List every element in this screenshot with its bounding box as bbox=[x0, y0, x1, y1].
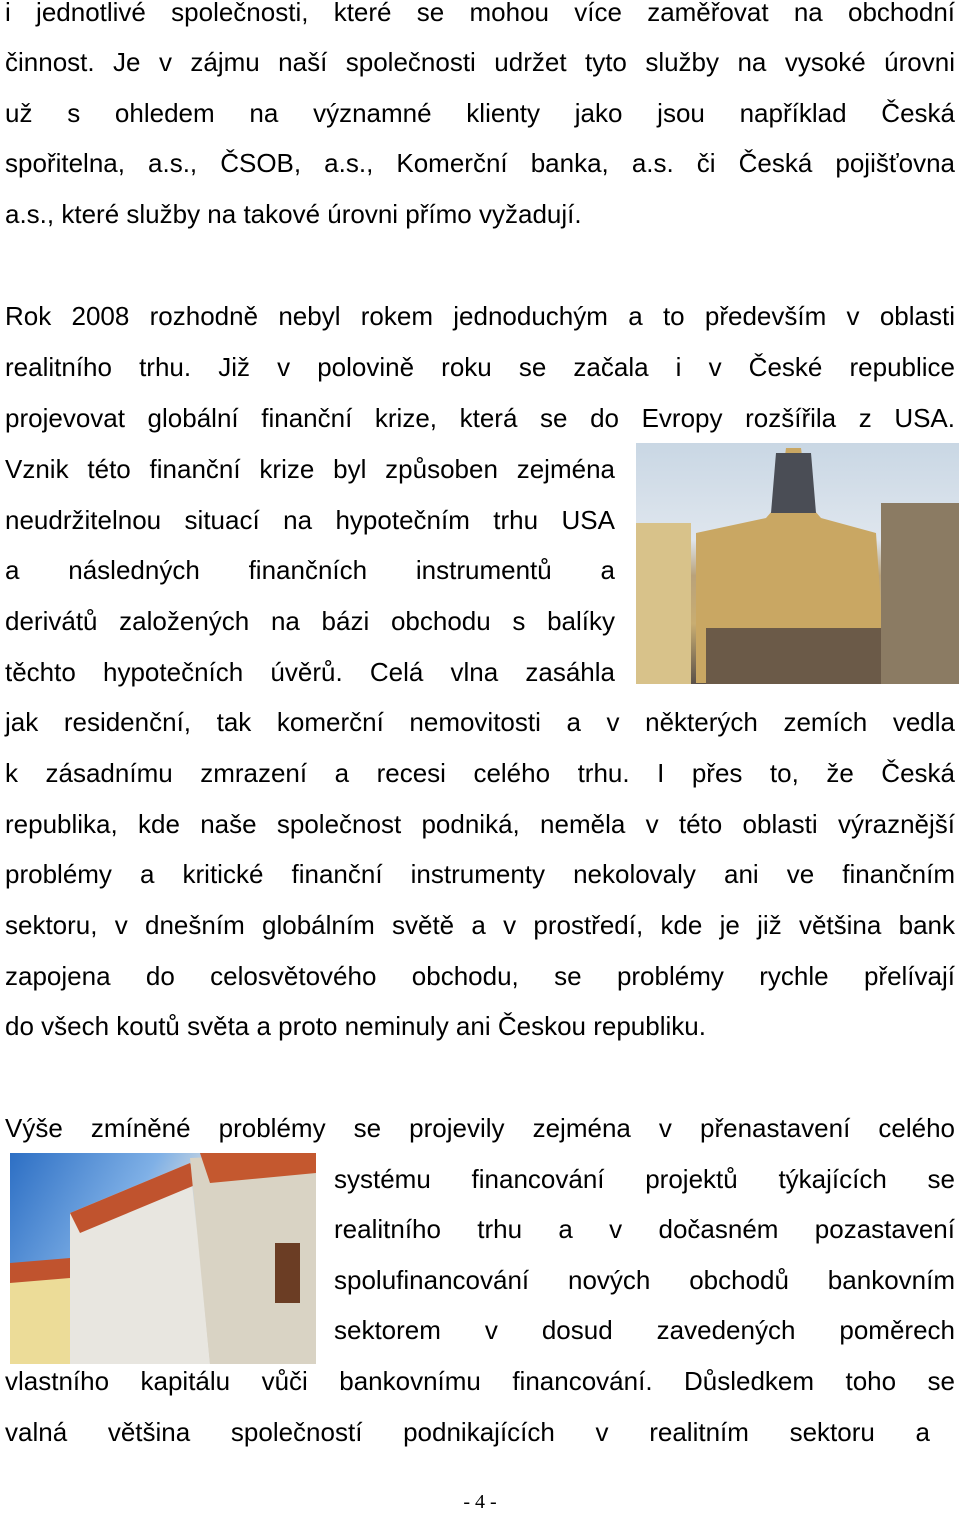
text-line: k zásadnímu zmrazení a recesi celého trhu. I přes to, že Česká bbox=[5, 758, 955, 788]
text-line: republika, kde naše společnost podniká, neměla v této oblasti výraznější bbox=[5, 809, 955, 839]
text-line: valná většina společností podnikajících v realitním sektoru a bbox=[5, 1417, 930, 1447]
text-line: sektoru, v dnešním globálním světě a v prostředí, kde je již většina bank bbox=[5, 910, 955, 940]
text-line: systému financování projektů týkajících se bbox=[334, 1164, 955, 1194]
text-line: i jednotlivé společnosti, které se mohou více zaměřovat na obchodní bbox=[5, 0, 955, 27]
text-line: problémy a kritické finanční instrumenty nekolovaly ani ve finančním bbox=[5, 859, 955, 889]
building-photo bbox=[636, 443, 959, 684]
text-line: do všech koutů světa a proto neminuly ani Českou republiku. bbox=[5, 1011, 706, 1041]
text-line: a následných finančních instrumentů a bbox=[5, 555, 615, 585]
text-line: sektorem v dosud zavedených poměrech bbox=[334, 1315, 955, 1345]
text-line: vlastního kapitálu vůči bankovnímu financování. Důsledkem toho se bbox=[5, 1366, 955, 1396]
text-line: derivátů založených na bázi obchodu s balíky bbox=[5, 606, 615, 636]
text-line: Rok 2008 rozhodně nebyl rokem jednoduchým a to především v oblasti bbox=[5, 301, 955, 331]
text-line: Vznik této finanční krize byl způsoben zejména bbox=[5, 454, 615, 484]
text-line: činnost. Je v zájmu naší společnosti udržet tyto služby na vysoké úrovni bbox=[5, 47, 955, 77]
ornate-building-image bbox=[636, 443, 959, 684]
text-line: Výše zmíněné problémy se projevily zejména v přenastavení celého bbox=[5, 1113, 955, 1143]
text-line: projevovat globální finanční krize, která se do Evropy rozšířila z USA. bbox=[5, 403, 955, 433]
text-line: zapojena do celosvětového obchodu, se problémy rychle přelívají bbox=[5, 961, 955, 991]
street-buildings-image bbox=[10, 1153, 316, 1364]
text-line: a.s., které služby na takové úrovni přímo vyžadují. bbox=[5, 199, 582, 229]
text-line: realitního trhu. Již v polovině roku se začala i v České republice bbox=[5, 352, 955, 382]
page-number: - 4 - bbox=[463, 1491, 497, 1513]
text-line: realitního trhu a v dočasném pozastavení bbox=[334, 1214, 955, 1244]
text-line: jak residenční, tak komerční nemovitosti a v některých zemích vedla bbox=[5, 707, 955, 737]
text-line: spořitelna, a.s., ČSOB, a.s., Komerční banka, a.s. či Česká pojišťovna bbox=[5, 148, 955, 178]
text-line: spolufinancování nových obchodů bankovním bbox=[334, 1265, 955, 1295]
street-photo bbox=[10, 1153, 316, 1364]
text-line: už s ohledem na významné klienty jako jsou například Česká bbox=[5, 98, 955, 128]
text-line: neudržitelnou situací na hypotečním trhu USA bbox=[5, 505, 615, 535]
text-line: těchto hypotečních úvěrů. Celá vlna zasáhla bbox=[5, 657, 615, 687]
